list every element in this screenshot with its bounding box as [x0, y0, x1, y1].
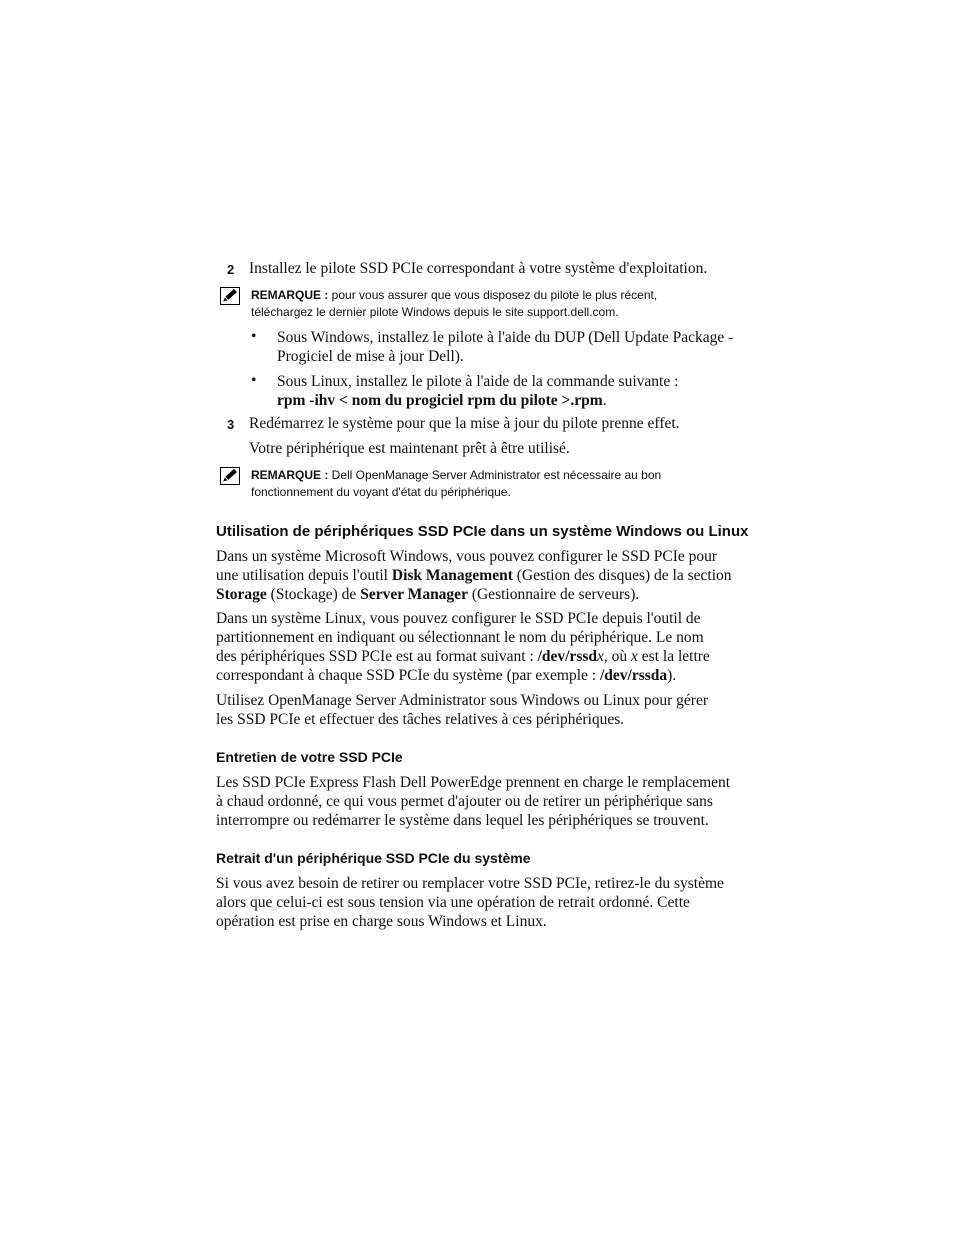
section-1-paragraph-1 — [216, 547, 776, 604]
section-1-paragraph-3 — [216, 691, 776, 729]
paragraph-text: (Stockage) de — [266, 586, 361, 603]
paragraph-line: les SSD PCIe et effectuer des tâches relatives à ces périphériques. — [216, 711, 625, 728]
paragraph-text: correspondant à chaque SSD PCIe du système (par exemple : — [216, 667, 600, 684]
bullet-text: Sous Windows, installez le pilote à l'aide du DUP (Dell Update Package - — [277, 329, 734, 346]
paragraph-line: alors que celui-ci est sous tension via une opération de retrait ordonné. Cette — [216, 894, 690, 911]
paragraph-line: partitionnement en indiquant ou sélectionnant le nom du périphérique. Le nom — [216, 629, 704, 646]
section-2-paragraph — [216, 773, 776, 830]
step-3-text: Redémarrez le système pour que la mise à jour du pilote prenne effet. — [249, 415, 680, 432]
paragraph-text: (Gestionnaire de serveurs). — [467, 586, 640, 603]
bullet-glyph: • — [251, 372, 257, 389]
note-text: . — [615, 305, 619, 319]
bullet-text: Sous Linux, installez le pilote à l'aide de la commande suivante : — [277, 373, 679, 390]
ui-term: Storage — [216, 586, 267, 603]
note-1 — [251, 287, 771, 321]
note-label: REMARQUE : — [251, 468, 329, 482]
bullet-text: Progiciel de mise à jour Dell). — [277, 348, 464, 365]
bullet-text: . — [602, 392, 607, 409]
bullet-glyph: • — [251, 328, 257, 345]
linux-command: rpm -ihv < nom du progiciel rpm du pilote >.rpm — [277, 392, 603, 409]
note-label: REMARQUE : — [251, 288, 329, 302]
note-pencil-icon — [220, 467, 240, 490]
paragraph-line: interrompre ou redémarrer le système dans lequel les périphériques se trouvent. — [216, 812, 709, 829]
device-path: /dev/rssd — [537, 648, 598, 665]
note-pencil-icon — [220, 287, 240, 310]
step-number-3: 3 — [227, 417, 235, 432]
note-text: fonctionnement du voyant d'état du périphérique. — [251, 485, 511, 499]
paragraph-line: Utilisez OpenManage Server Administrator sous Windows ou Linux pour gérer — [216, 692, 708, 709]
paragraph-line: opération est prise en charge sous Windows et Linux. — [216, 913, 547, 930]
device-path: /dev/rssda — [599, 667, 668, 684]
ui-term: Server Manager — [360, 586, 468, 603]
paragraph-text: une utilisation depuis l'outil — [216, 567, 392, 584]
paragraph-line: Dans un système Linux, vous pouvez configurer le SSD PCIe depuis l'outil de — [216, 610, 701, 627]
paragraph-text: des périphériques SSD PCIe est au format suivant : — [216, 648, 538, 665]
ready-text: Votre périphérique est maintenant prêt à être utilisé. — [249, 440, 570, 457]
note-text: téléchargez le dernier pilote Windows depuis le site — [251, 305, 528, 319]
support-link[interactable]: support.dell.com — [527, 305, 616, 319]
paragraph-text: est la lettre — [637, 648, 710, 665]
note-2 — [251, 467, 771, 501]
step-2-text: Installez le pilote SSD PCIe correspondant à votre système d'exploitation. — [249, 260, 708, 277]
section-heading-usage: Utilisation de périphériques SSD PCIe dans un système Windows ou Linux — [216, 523, 749, 540]
paragraph-text: ). — [667, 667, 677, 684]
bullet-windows — [277, 328, 757, 366]
section-heading-maintenance: Entretien de votre SSD PCIe — [216, 749, 403, 765]
paragraph-text: x — [631, 648, 638, 665]
paragraph-text: x — [597, 648, 604, 665]
section-heading-removal: Retrait d'un périphérique SSD PCIe du système — [216, 850, 531, 866]
paragraph-line: Dans un système Microsoft Windows, vous pouvez configurer le SSD PCIe pour — [216, 548, 718, 565]
paragraph-text: (Gestion des disques) de la section — [512, 567, 732, 584]
paragraph-text: , où — [603, 648, 632, 665]
section-1-paragraph-2 — [216, 609, 776, 685]
paragraph-line: à chaud ordonné, ce qui vous permet d'ajouter ou de retirer un périphérique sans — [216, 793, 713, 810]
section-3-paragraph — [216, 874, 776, 931]
step-number-2: 2 — [227, 262, 235, 277]
ui-term: Disk Management — [391, 567, 513, 584]
bullet-linux — [277, 372, 757, 410]
note-text: pour vous assurer que vous disposez du pilote le plus récent, — [328, 288, 658, 302]
note-text: Dell OpenManage Server Administrator est nécessaire au bon — [328, 468, 662, 482]
paragraph-line: Les SSD PCIe Express Flash Dell PowerEdge prennent en charge le remplacement — [216, 774, 731, 791]
paragraph-line: Si vous avez besoin de retirer ou remplacer votre SSD PCIe, retirez-le du système — [216, 875, 724, 892]
